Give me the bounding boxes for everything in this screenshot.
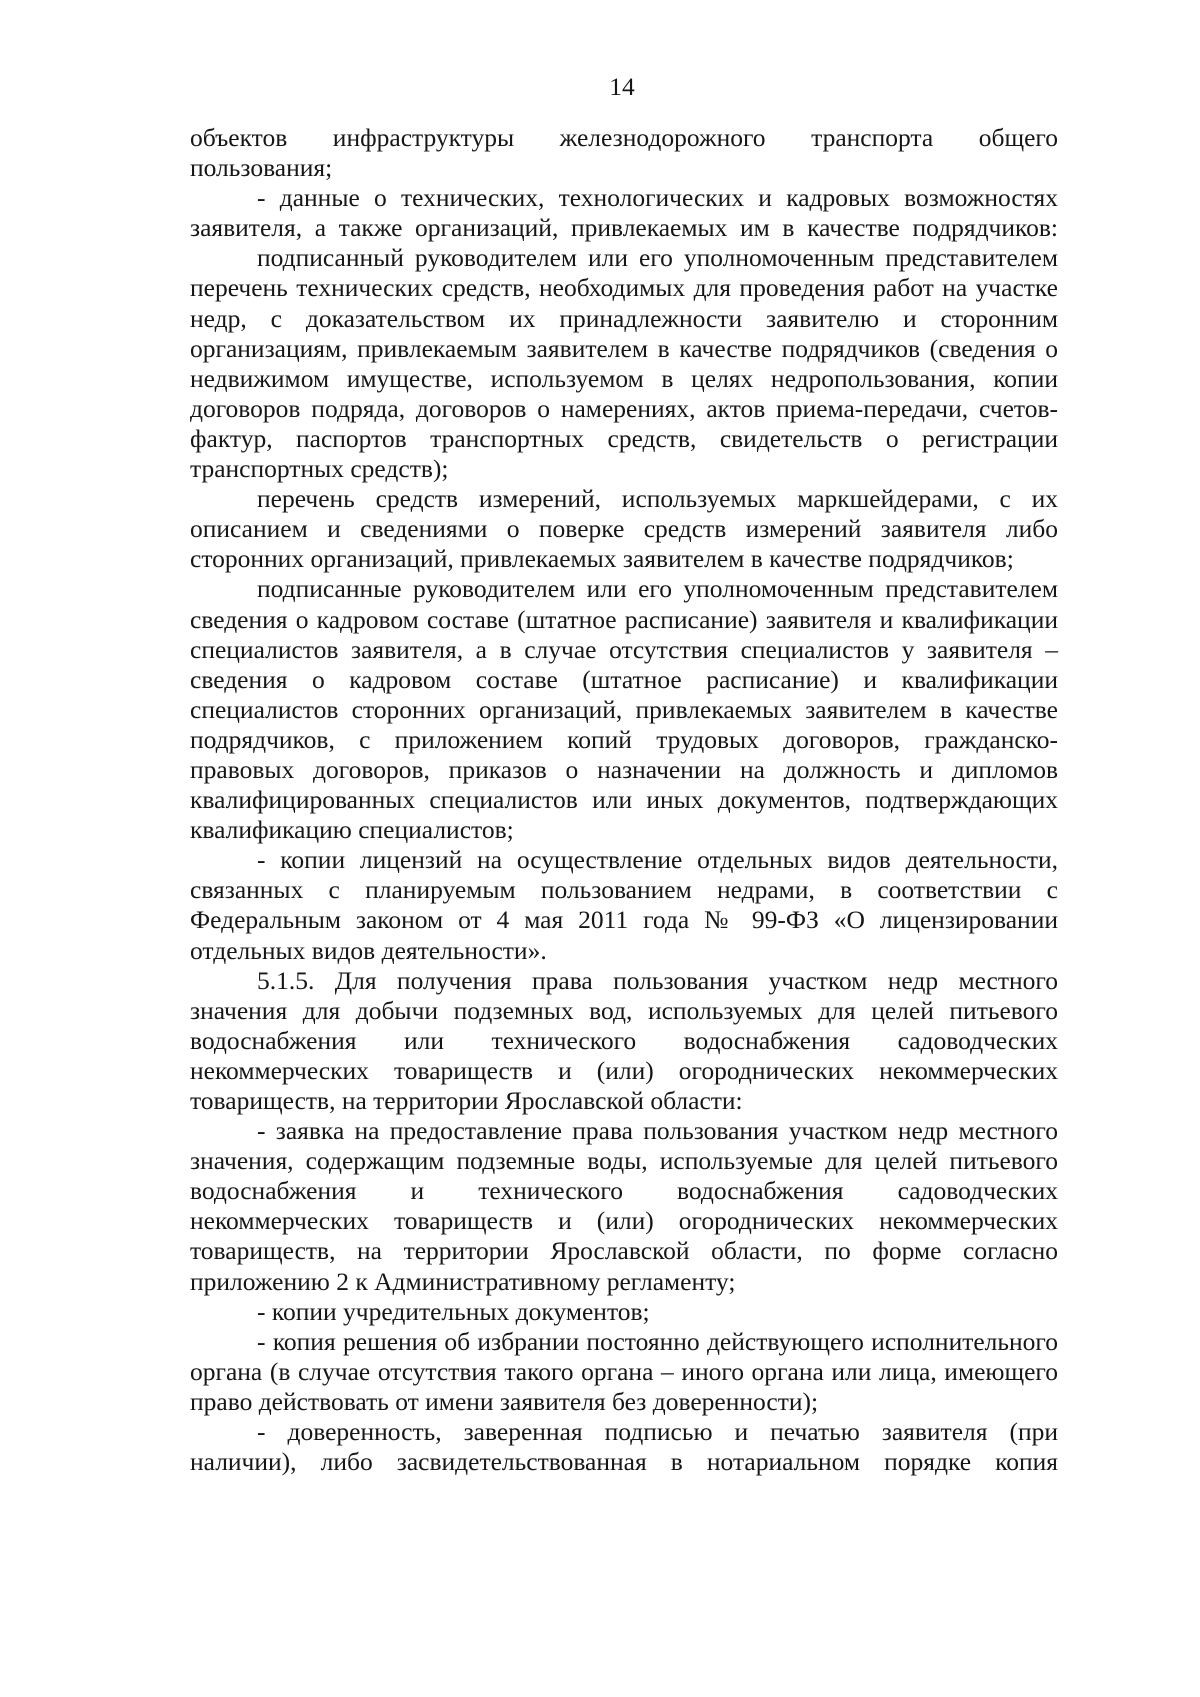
text-line: подписанные руководителем или его уполномоченным представителем xyxy=(257,574,1058,604)
text-line: товариществ, на территории Ярославской области: xyxy=(190,1086,743,1115)
text-line: организациям, привлекаемым заявителем в качестве подрядчиков (сведения о xyxy=(190,333,1058,363)
text-line: специалистов сторонних организаций, привлекаемых заявителем в качестве xyxy=(190,694,1058,724)
page-number: 14 xyxy=(609,72,635,101)
text-line: органа (в случае отсутствия такого органа – иного органа или лица, имеющего xyxy=(190,1356,1058,1386)
text-line: некоммерческих товариществ и (или) огороднических некоммерческих xyxy=(190,1206,1058,1236)
text-line: водоснабжения или технического водоснабжения садоводческих xyxy=(190,1025,1058,1055)
text-line: подрядчиков, с приложением копий трудовых договоров, гражданско- xyxy=(190,724,1058,754)
text-line: - данные о технических, технологических и кадровых возможностях xyxy=(257,183,1058,213)
document-body xyxy=(190,123,1058,1477)
text-line: сведения о кадровом составе (штатное расписание) и квалификации xyxy=(190,664,1058,694)
text-line: заявителя, а также организаций, привлекаемых им в качестве подрядчиков: xyxy=(190,213,1058,243)
text-line: недр, с доказательством их принадлежности заявителю и сторонним xyxy=(190,303,1058,333)
text-line: подписанный руководителем или его уполномоченным представителем xyxy=(257,243,1058,273)
text-line: - заявка на предоставление права пользования участком недр местного xyxy=(257,1116,1058,1146)
text-line: - доверенность, заверенная подписью и печатью заявителя (при xyxy=(257,1417,1058,1447)
text-line: сторонних организаций, привлекаемых заявителем в качестве подрядчиков; xyxy=(190,544,1014,574)
text-line: - копии лицензий на осуществление отдельных видов деятельности, xyxy=(257,845,1058,875)
text-line: приложению 2 к Административному регламенту; xyxy=(190,1266,736,1296)
text-line: связанных с планируемым пользованием недрами, в соответствии с xyxy=(190,875,1058,905)
text-line: право действовать от имени заявителя без доверенности); xyxy=(190,1386,819,1416)
text-line: перечень средств измерений, используемых маркшейдерами, с их xyxy=(257,484,1058,514)
text-line: - копии учредительных документов; xyxy=(257,1296,650,1326)
text-line: квалификацию специалистов; xyxy=(190,815,514,845)
text-line: товариществ, на территории Ярославской области, по форме согласно xyxy=(190,1236,1058,1266)
text-line: пользования; xyxy=(190,153,333,183)
text-line: квалифицированных специалистов или иных документов, подтверждающих xyxy=(190,785,1058,815)
text-line: перечень технических средств, необходимых для проведения работ на участке xyxy=(190,273,1058,303)
text-line: 5.1.5. Для получения права пользования участком недр местного xyxy=(257,965,1058,995)
text-line: описанием и сведениями о поверке средств измерений заявителя либо xyxy=(190,514,1058,544)
text-line: - копия решения об избрании постоянно действующего исполнительного xyxy=(257,1326,1058,1356)
text-line: недвижимом имуществе, используемом в целях недропользования, копии xyxy=(190,363,1058,393)
text-line: договоров подряда, договоров о намерениях, актов приема-передачи, счетов- xyxy=(190,393,1058,423)
text-line: отдельных видов деятельности». xyxy=(190,935,547,965)
text-line: водоснабжения и технического водоснабжения садоводческих xyxy=(190,1176,1058,1206)
text-line: правовых договоров, приказов о назначении на должность и дипломов xyxy=(190,754,1058,784)
text-line: наличии), либо засвидетельствованная в нотариальном порядке копия xyxy=(190,1447,1058,1477)
text-line: фактур, паспортов транспортных средств, свидетельств о регистрации xyxy=(190,423,1058,453)
text-line: транспортных средств); xyxy=(190,454,449,484)
text-line: Федеральным законом от 4 мая 2011 года № 99-ФЗ «О лицензировании xyxy=(190,905,1058,935)
text-line: некоммерческих товариществ и (или) огороднических некоммерческих xyxy=(190,1055,1058,1085)
text-line: сведения о кадровом составе (штатное расписание) заявителя и квалификации xyxy=(190,604,1058,634)
text-line: значения для добычи подземных вод, используемых для целей питьевого xyxy=(190,995,1058,1025)
text-line: значения, содержащим подземные воды, используемые для целей питьевого xyxy=(190,1146,1058,1176)
text-line: специалистов заявителя, а в случае отсутствия специалистов у заявителя – xyxy=(190,634,1058,664)
text-line: объектов инфраструктуры железнодорожного транспорта общего xyxy=(190,123,1058,152)
